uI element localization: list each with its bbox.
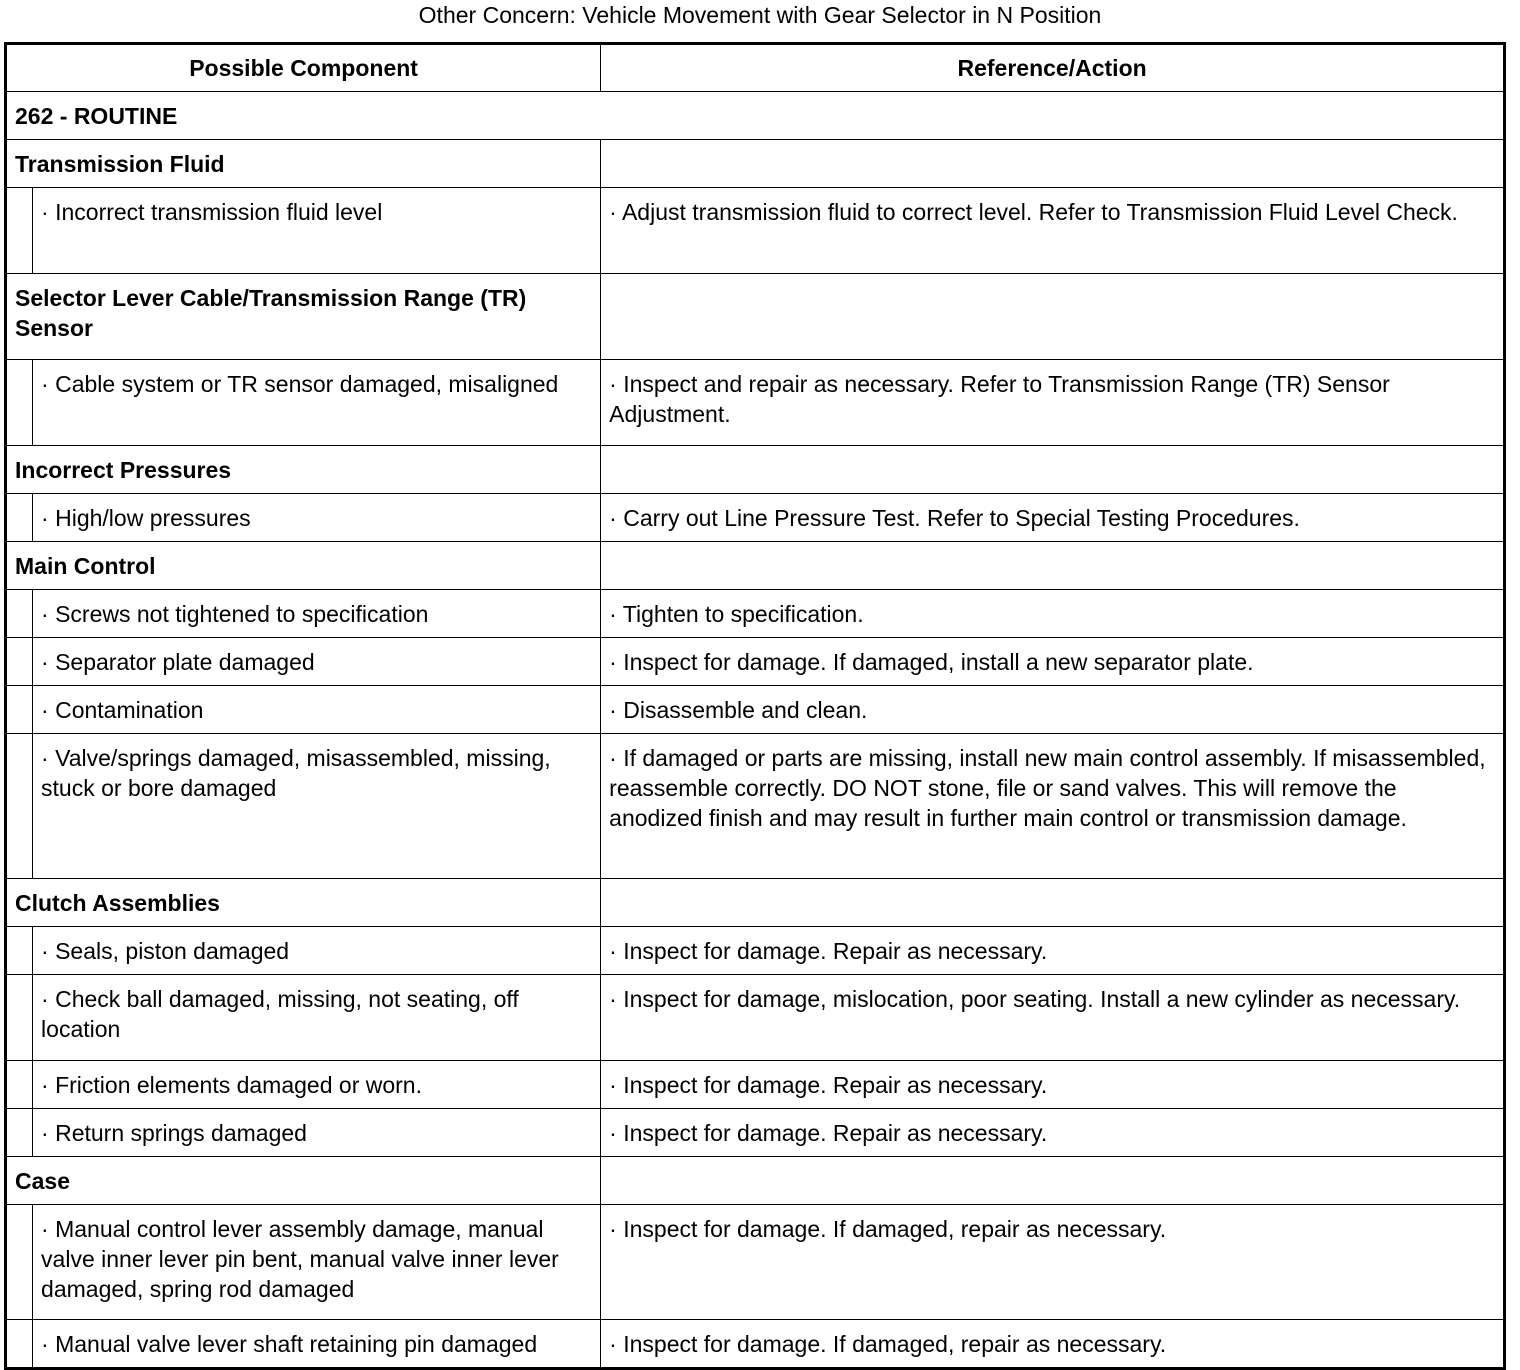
section-heading-empty (601, 1157, 1505, 1205)
action-cell: · Adjust transmission fluid to correct level. Refer to Transmission Fluid Level Check. (601, 188, 1505, 274)
component-cell: · High/low pressures (33, 494, 601, 542)
indent-cell (6, 188, 33, 274)
table-row (6, 734, 1505, 879)
component-cell: · Incorrect transmission fluid level (33, 188, 601, 274)
indent-cell (6, 494, 33, 542)
action-cell: · Inspect for damage. If damaged, repair as necessary. (601, 1205, 1505, 1320)
indent-cell (6, 1320, 33, 1369)
action-cell: · Inspect for damage. If damaged, repair as necessary. (601, 1320, 1505, 1369)
indent-cell (6, 1109, 33, 1157)
action-cell: · Tighten to specification. (601, 590, 1505, 638)
component-cell: · Friction elements damaged or worn. (33, 1061, 601, 1109)
action-cell: · Inspect and repair as necessary. Refer to Transmission Range (TR) Sensor Adjustment. (601, 360, 1505, 446)
section-heading-empty (601, 140, 1505, 188)
indent-cell (6, 927, 33, 975)
indent-cell (6, 590, 33, 638)
table-row (6, 360, 1505, 446)
table-row (6, 1205, 1505, 1320)
section-heading-empty (601, 446, 1505, 494)
indent-cell (6, 1205, 33, 1320)
section-heading: Selector Lever Cable/Transmission Range (TR) Sensor (6, 274, 601, 360)
indent-cell (6, 1061, 33, 1109)
action-cell: · Inspect for damage, mislocation, poor seating. Install a new cylinder as necessary. (601, 975, 1505, 1061)
indent-cell (6, 360, 33, 446)
component-cell: · Manual control lever assembly damage, manual valve inner lever pin bent, manual valve inner lever damaged, spring rod damaged (33, 1205, 601, 1320)
table-row (6, 590, 1505, 638)
section-heading: Clutch Assemblies (6, 879, 601, 927)
column-header-action: Reference/Action (601, 44, 1505, 92)
table-row (6, 494, 1505, 542)
action-cell: · Inspect for damage. Repair as necessary. (601, 1061, 1505, 1109)
table-row (6, 1109, 1505, 1157)
component-cell: · Manual valve lever shaft retaining pin damaged (33, 1320, 601, 1369)
component-cell: · Seals, piston damaged (33, 927, 601, 975)
table-row (6, 1061, 1505, 1109)
component-cell: · Separator plate damaged (33, 638, 601, 686)
component-cell: · Valve/springs damaged, misassembled, missing, stuck or bore damaged (33, 734, 601, 879)
action-cell: · Disassemble and clean. (601, 686, 1505, 734)
section-heading-empty (601, 879, 1505, 927)
indent-cell (6, 734, 33, 879)
section-heading: Incorrect Pressures (6, 446, 601, 494)
section-heading-empty (601, 274, 1505, 360)
action-cell: · Carry out Line Pressure Test. Refer to Special Testing Procedures. (601, 494, 1505, 542)
action-cell: · Inspect for damage. Repair as necessary. (601, 1109, 1505, 1157)
action-cell: · Inspect for damage. Repair as necessary. (601, 927, 1505, 975)
component-cell: · Contamination (33, 686, 601, 734)
table-row (6, 975, 1505, 1061)
table-row (6, 638, 1505, 686)
action-cell: · Inspect for damage. If damaged, install a new separator plate. (601, 638, 1505, 686)
table-row (6, 188, 1505, 274)
table-row (6, 927, 1505, 975)
indent-cell (6, 975, 33, 1061)
component-cell: · Return springs damaged (33, 1109, 601, 1157)
section-heading: Main Control (6, 542, 601, 590)
table-row (6, 1320, 1505, 1369)
diagnosis-table (4, 42, 1506, 1370)
component-cell: · Cable system or TR sensor damaged, misaligned (33, 360, 601, 446)
indent-cell (6, 638, 33, 686)
routine-row: 262 - ROUTINE (6, 92, 1505, 140)
action-cell: · If damaged or parts are missing, install new main control assembly. If misassembled, reassemble correctly. DO NOT stone, file or sand valves. This will remove the anodized finish and may result in further main control or transmission damage. (601, 734, 1505, 879)
section-heading: Case (6, 1157, 601, 1205)
column-header-component: Possible Component (6, 44, 601, 92)
table-row (6, 686, 1505, 734)
indent-cell (6, 686, 33, 734)
section-heading-empty (601, 542, 1505, 590)
table-title: Other Concern: Vehicle Movement with Gear Selector in N Position (418, 2, 1102, 28)
component-cell: · Screws not tightened to specification (33, 590, 601, 638)
section-heading: Transmission Fluid (6, 140, 601, 188)
component-cell: · Check ball damaged, missing, not seating, off location (33, 975, 601, 1061)
